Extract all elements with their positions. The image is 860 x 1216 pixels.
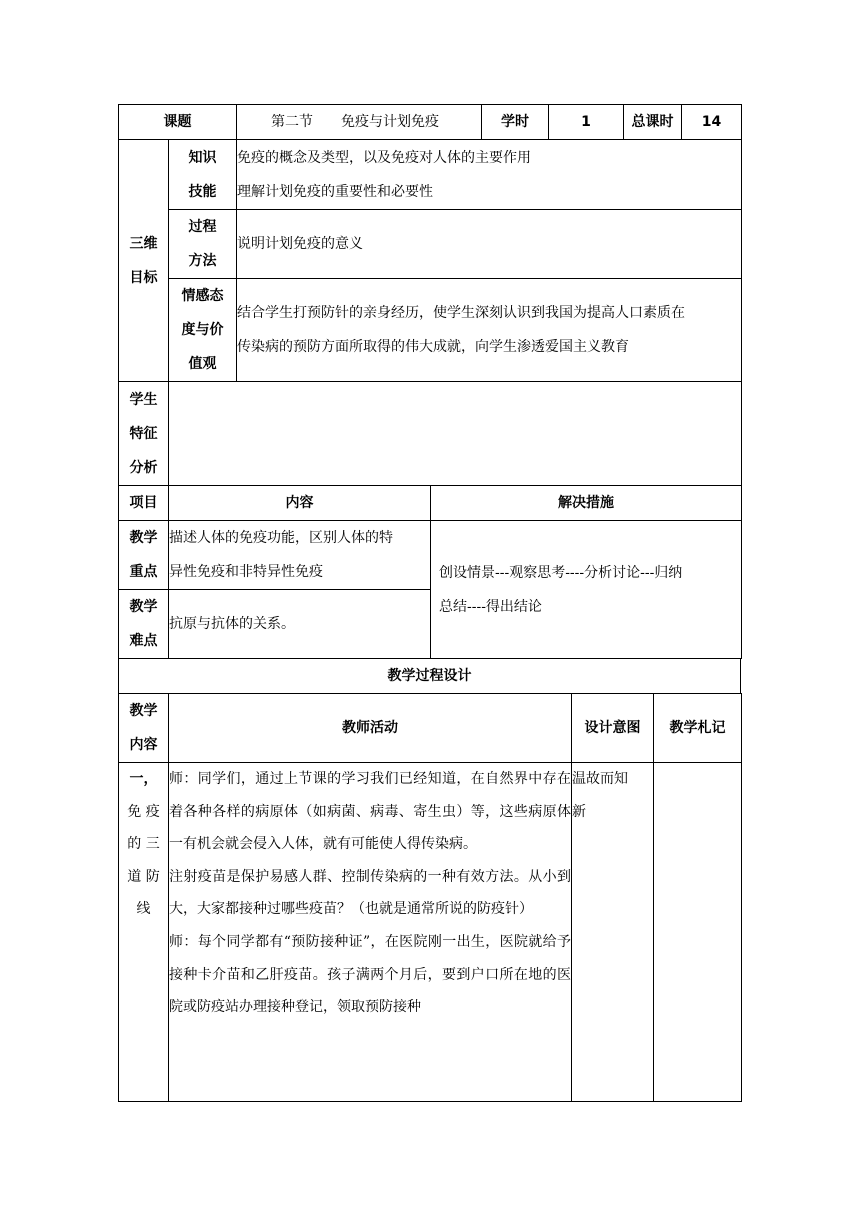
col-teaching-content-line2: 内容 — [129, 737, 158, 753]
teacher-paragraph-2: 注射疫苗是保护易感人群、控制传染病的一种有效方法。从小到大，大家都接种过哪些疫苗？（也就是通常所说的防疫针） — [169, 868, 571, 918]
solution-line1: 创设情景---观察思考----分析讨论---归纳 — [439, 564, 683, 581]
items-table — [118, 485, 742, 659]
knowledge-line1: 免疫的概念及类型，以及免疫对人体的主要作用 — [237, 149, 531, 166]
col-design-intent-header: 设计意图 — [572, 694, 654, 763]
objectives-label-line2: 目标 — [129, 269, 158, 286]
col-teaching-notes-header: 教学札记 — [654, 694, 742, 763]
section-name-line2: 免 疫 — [127, 803, 160, 820]
topic-label: 课题 — [119, 105, 237, 140]
section-name-line1: 一， — [129, 771, 158, 787]
col-content-header: 内容 — [169, 486, 431, 521]
section-name-line5: 线 — [136, 901, 151, 918]
process-design-table — [118, 693, 742, 1102]
difficult-point-label-line2: 难点 — [129, 633, 158, 649]
design-intent-line2: 新 — [572, 803, 586, 820]
difficult-point-label — [119, 590, 169, 659]
key-point-label-line1: 教学 — [129, 530, 158, 546]
objectives-table — [118, 139, 742, 382]
emotion-text — [237, 279, 742, 382]
process-label — [169, 210, 237, 279]
difficult-point-label-line1: 教学 — [129, 599, 158, 615]
col-solution-header: 解决措施 — [431, 486, 742, 521]
key-point-text — [169, 521, 431, 590]
total-hours-label: 总课时 — [624, 105, 682, 140]
difficult-point-text: 抗原与抗体的关系。 — [169, 590, 431, 659]
process-text: 说明计划免疫的意义 — [237, 210, 742, 279]
emotion-line1: 结合学生打预防针的亲身经历，使学生深刻认识到我国为提高人口素质在 — [237, 305, 685, 321]
process-label-line1: 过程 — [188, 219, 217, 235]
solution-text — [431, 521, 742, 659]
student-analysis-label-line2: 特征 — [129, 425, 158, 442]
knowledge-line2: 理解计划免疫的重要性和必要性 — [237, 183, 433, 200]
process-title-table — [118, 658, 741, 694]
col-teacher-activity-header: 教师活动 — [169, 694, 572, 763]
col-teaching-content-header — [119, 694, 169, 763]
emotion-label-line2: 度与价 — [181, 322, 224, 338]
teacher-paragraph-3: 师：每个同学都有“预防接种证”，在医院刚一出生，医院就给予接种卡介苗和乙肝疫苗。孩子满两个月后，要到户口所在地的医院或防疫站办理接种登记，领取预防接种 — [169, 933, 571, 1016]
section-name — [119, 763, 169, 1102]
hours-label: 学时 — [482, 105, 549, 140]
hours-value: 1 — [549, 105, 624, 140]
knowledge-label-line2: 技能 — [188, 183, 217, 200]
process-label-line2: 方法 — [188, 253, 217, 269]
student-analysis-label-line3: 分析 — [129, 459, 158, 476]
student-analysis-text — [169, 382, 742, 486]
teaching-notes — [654, 763, 742, 1102]
key-point-line2: 异性免疫和非特异性免疫 — [169, 564, 323, 580]
knowledge-label-line1: 知识 — [188, 149, 217, 166]
key-point-label-line2: 重点 — [129, 564, 158, 580]
topic-value: 第二节 免疫与计划免疫 — [237, 105, 482, 140]
section-name-line4: 道 防 — [127, 868, 160, 885]
objectives-label-line1: 三维 — [129, 235, 158, 252]
key-point-label — [119, 521, 169, 590]
design-intent-line1: 温故而知 — [572, 771, 628, 787]
lesson-plan-sheet — [118, 104, 741, 1102]
emotion-label-line1: 情感态 — [181, 288, 224, 304]
objectives-label — [119, 140, 169, 382]
solution-line2: 总结----得出结论 — [439, 598, 542, 615]
process-design-title: 教学过程设计 — [119, 659, 741, 694]
knowledge-text — [237, 140, 742, 210]
key-point-line1: 描述人体的免疫功能，区别人体的特 — [169, 530, 393, 546]
col-teaching-content-line1: 教学 — [129, 703, 158, 719]
teacher-paragraph-1: 师：同学们，通过上节课的学习我们已经知道，在自然界中存在着各种各样的病原体（如病菌、病毒、寄生虫）等，这些病原体一有机会就会侵入人体，就有可能使人得传染病。 — [169, 771, 571, 853]
design-intent — [572, 763, 654, 1102]
student-analysis-label — [119, 382, 169, 486]
student-analysis-table — [118, 381, 742, 486]
emotion-label — [169, 279, 237, 382]
knowledge-label — [169, 140, 237, 210]
header-table — [118, 104, 742, 140]
student-analysis-label-line1: 学生 — [129, 391, 158, 408]
total-hours-value: 14 — [682, 105, 742, 140]
teacher-activity — [169, 763, 572, 1102]
section-name-line3: 的 三 — [127, 836, 160, 853]
col-item-header: 项目 — [119, 486, 169, 521]
emotion-label-line3: 值观 — [188, 356, 217, 372]
emotion-line2: 传染病的预防方面所取得的伟大成就，向学生渗透爱国主义教育 — [237, 339, 629, 355]
